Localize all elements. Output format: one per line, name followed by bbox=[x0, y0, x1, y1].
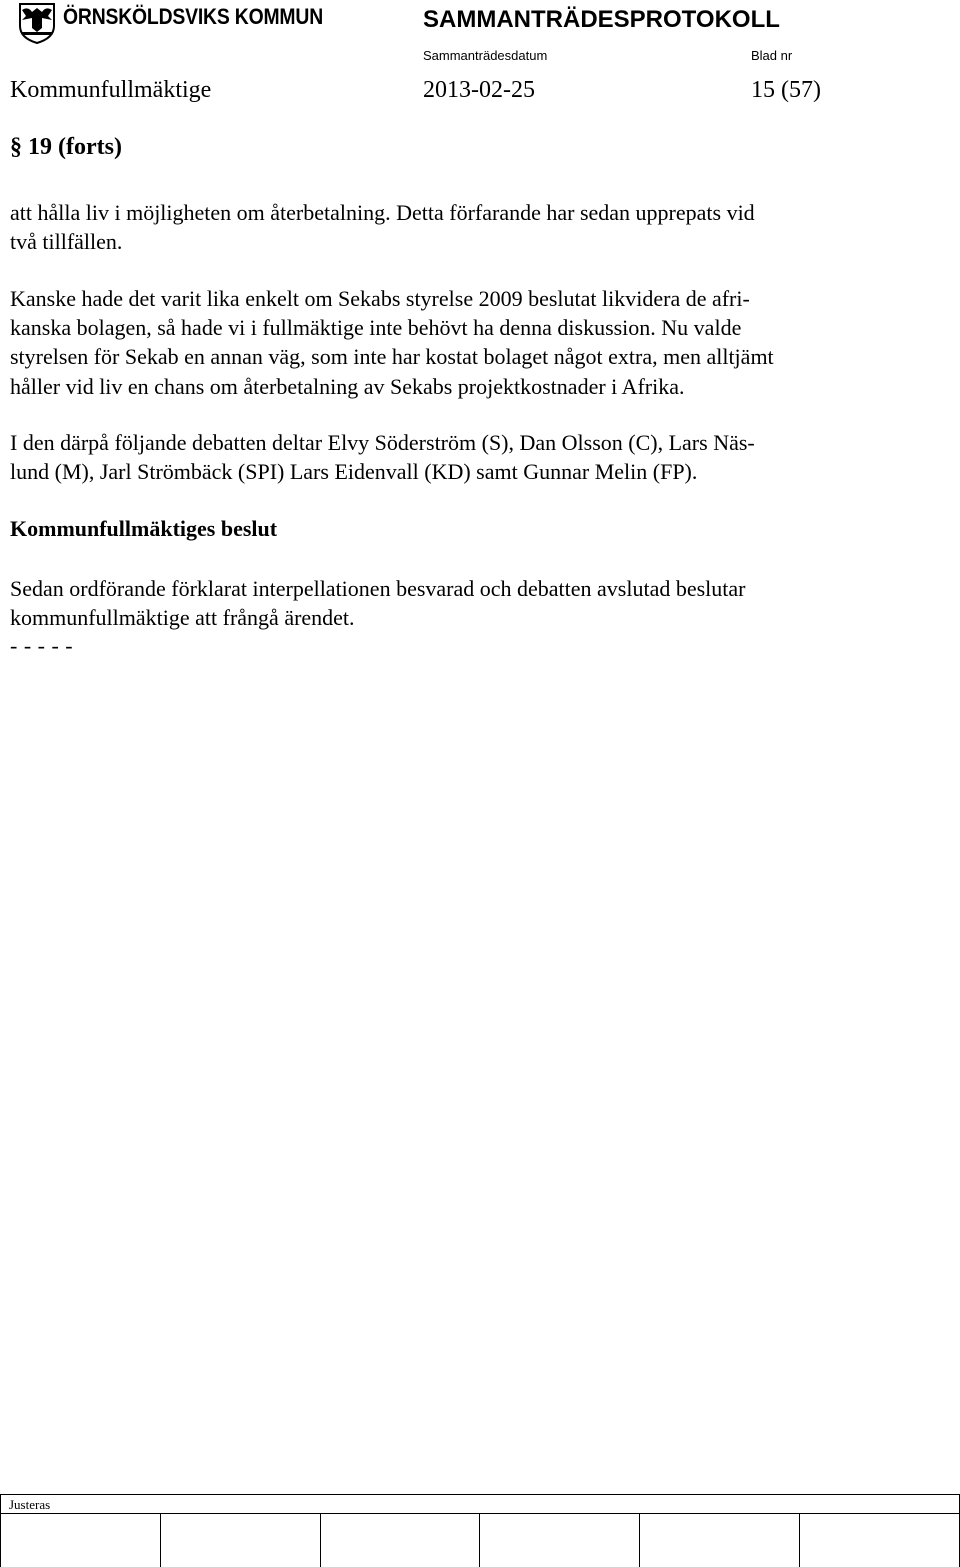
paragraph-line: kanska bolagen, så hade vi i fullmäktige inte behövt ha denna diskussion. Nu valde bbox=[10, 315, 742, 341]
paragraph-line: Kanske hade det varit lika enkelt om Sekabs styrelse 2009 beslutat likvidera de afri- bbox=[10, 286, 750, 311]
document-type: SAMMANTRÄDESPROTOKOLL bbox=[423, 6, 780, 33]
meeting-date: 2013-02-25 bbox=[423, 77, 535, 103]
meeting-date-label: Sammanträdesdatum bbox=[423, 48, 548, 63]
page-number: 15 (57) bbox=[751, 77, 821, 103]
signature-cell bbox=[160, 1514, 320, 1567]
paragraph-line: I den därpå följande debatten deltar Elvy Söderström (S), Dan Olsson (C), Lars Näs- bbox=[10, 430, 755, 455]
signature-cell bbox=[800, 1514, 960, 1567]
paragraph-line: håller vid liv en chans om återbetalning av Sekabs projektkostnader i Afrika. bbox=[10, 373, 685, 399]
paragraph-line: styrelsen för Sekab en annan väg, som inte har kostat bolaget något extra, men alltjämt bbox=[10, 344, 774, 370]
paragraph bbox=[10, 198, 910, 256]
signature-table bbox=[0, 1494, 960, 1567]
organization-name: ÖRNSKÖLDSVIKS KOMMUN bbox=[63, 4, 323, 29]
paragraph-line: att hålla liv i möjligheten om återbetalning. Detta förfarande har sedan upprepats vid bbox=[10, 200, 755, 225]
end-marker: - - - - - bbox=[10, 633, 74, 658]
signature-cell bbox=[1, 1514, 161, 1567]
page-number-label: Blad nr bbox=[751, 48, 793, 63]
decision-heading: Kommunfullmäktiges beslut bbox=[10, 516, 278, 541]
governing-body: Kommunfullmäktige bbox=[10, 77, 212, 103]
section-heading: § 19 (forts) bbox=[10, 134, 122, 160]
signature-label: Justeras bbox=[9, 1497, 51, 1512]
paragraph-line: Sedan ordförande förklarat interpellationen besvarad och debatten avslutad beslutar bbox=[10, 576, 746, 601]
paragraph-line: två tillfällen. bbox=[10, 229, 123, 255]
paragraph bbox=[10, 428, 910, 486]
signature-cell bbox=[640, 1514, 800, 1567]
paragraph bbox=[10, 284, 910, 401]
signature-cell bbox=[480, 1514, 640, 1567]
signature-label-cell bbox=[1, 1495, 960, 1514]
decision-text bbox=[10, 574, 910, 632]
signature-cell bbox=[320, 1514, 480, 1567]
paragraph-line: lund (M), Jarl Strömbäck (SPI) Lars Eidenvall (KD) samt Gunnar Melin (FP). bbox=[10, 459, 698, 485]
coat-of-arms-icon bbox=[18, 2, 56, 44]
paragraph-line: kommunfullmäktige att frångå ärendet. bbox=[10, 605, 355, 631]
